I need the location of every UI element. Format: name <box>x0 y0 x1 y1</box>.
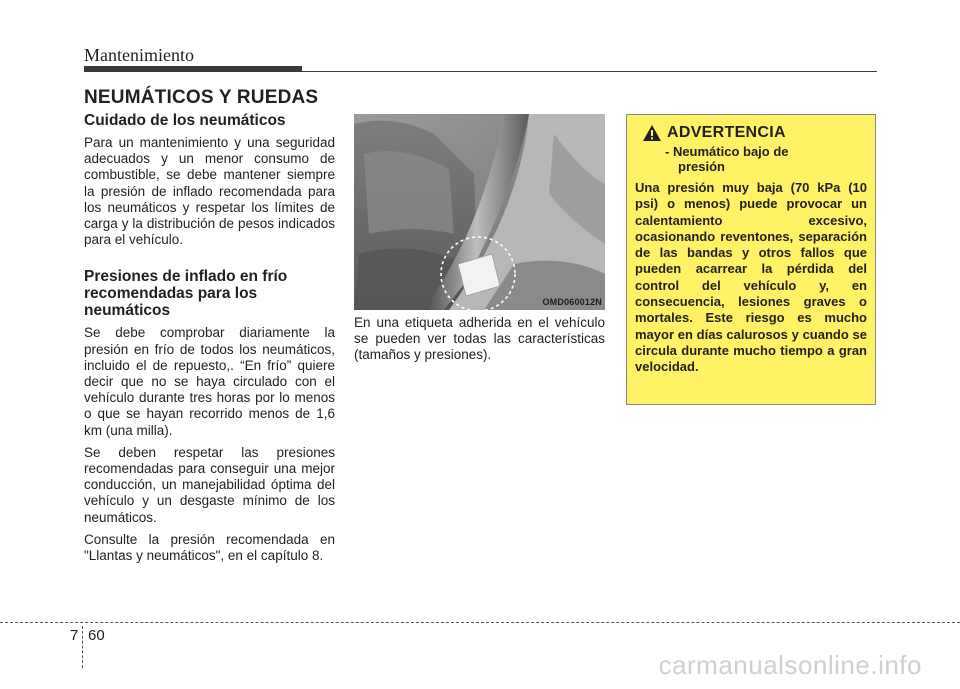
warning-box <box>626 114 876 405</box>
chapter-title: Mantenimiento <box>84 45 194 65</box>
column-middle-text <box>354 315 605 370</box>
pressure-paragraph-3: Consulte la presión recomendada en "Llantas y neumáticos", en el capítulo 8. <box>84 531 335 564</box>
watermark: carmanualsonline.info <box>658 650 922 680</box>
care-heading: Cuidado de los neumáticos <box>84 112 286 129</box>
warning-header <box>642 124 867 142</box>
column-left <box>84 112 335 570</box>
warning-subtitle-line-1: - Neumático bajo de <box>665 144 789 159</box>
warning-triangle-icon <box>642 124 662 142</box>
pressure-paragraph-1: Se debe comprobar diariamente la presión en frío de todos los neumáticos, incluido el de repuesto,. “En frío” quiere decir que no se haya circulado con el vehículo durante tres horas por lo menos o que se hayan recorrido menos de 1,6 km (una milla). <box>84 325 335 438</box>
pressure-heading: Presiones de inflado en frío recomendadas para los neumáticos <box>84 268 288 320</box>
warning-subtitle-line-2: presión <box>678 159 725 174</box>
figure-code: OMD060012N <box>542 297 602 307</box>
pressure-paragraph-2: Se deben respetar las presiones recomendadas para conseguir una mejor conducción, un manejabilidad óptima del vehículo y un desgaste mínimo de los neumáticos. <box>84 444 335 525</box>
chapter-number: 7 <box>70 627 79 644</box>
label-paragraph: En una etiqueta adherida en el vehículo se pueden ver todas las características (tamaños y presiones). <box>354 315 605 363</box>
warning-body: Una presión muy baja (70 kPa (10 psi) o menos) puede provocar un calentamiento excesivo, ocasionando reventones, separación de las bandas y otros fallos que pueden acarrear la pérdida del control del vehículo y, en consecuencia, lesiones graves o mortales. Este riesgo es mucho mayor en días calurosos y cuando se circula durante mucho tiempo a gran velocidad. <box>635 180 867 375</box>
footer-divider <box>0 622 960 623</box>
footer-vertical-divider <box>82 626 83 668</box>
warning-subtitle <box>665 144 867 174</box>
page-number: 60 <box>88 627 105 644</box>
door-pillar-figure <box>354 114 605 310</box>
section-heading: NEUMÁTICOS Y RUEDAS <box>84 87 319 108</box>
header-bar <box>84 66 302 72</box>
door-pillar-illustration <box>354 114 605 310</box>
warning-title: ADVERTENCIA <box>667 124 786 141</box>
header-rule <box>302 71 877 72</box>
care-paragraph: Para un mantenimiento y una seguridad adecuados y un menor consumo de combustible, se debe mantener siempre la presión de inflado recomendada para los neumáticos y respetar los límites de carga y la distribución de pesos indicados para el vehículo. <box>84 135 335 248</box>
